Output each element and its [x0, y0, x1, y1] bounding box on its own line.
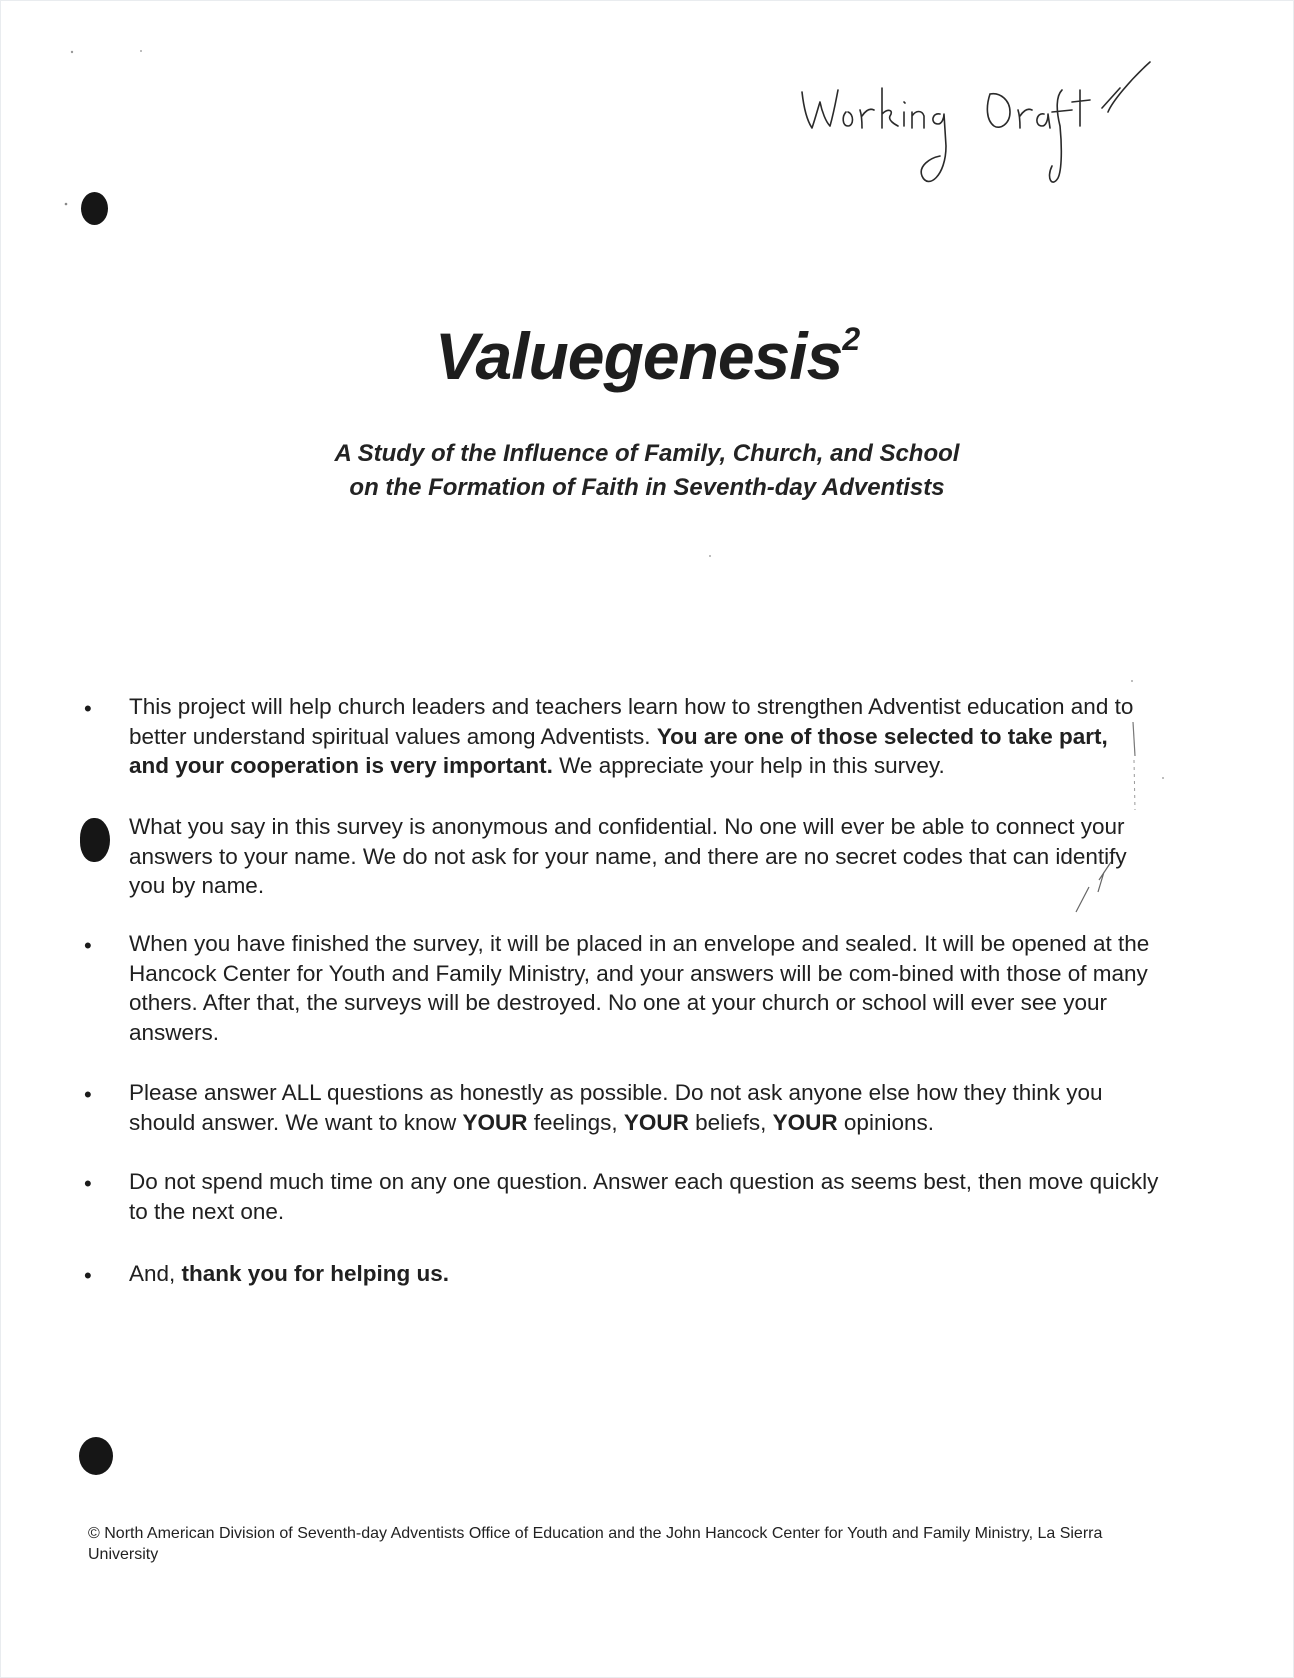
bullet-symbol: • — [84, 933, 92, 958]
handwritten-annotation — [790, 50, 1190, 210]
bullet-symbol: • — [84, 696, 92, 721]
hole-punch-bottom — [79, 1437, 113, 1475]
text-segment: We appreciate your help in this survey. — [552, 753, 945, 778]
bold-segment: YOUR — [462, 1109, 528, 1135]
copyright-footer: © North American Division of Seventh-day Adventists Office of Education and the John Hancock Center for Youth and Family Ministry, La Sierra University — [88, 1525, 1103, 1563]
text-segment: opinions. — [837, 1109, 934, 1135]
bold-segment: You are one of those selected to take part, and your cooperation is very important. — [129, 723, 1108, 778]
bullet-symbol: • — [84, 1171, 92, 1196]
text-segment: This project will help church leaders and teachers learn how to strengthen Adventist education and to better understand spiritual values among Adventists. — [129, 694, 1134, 749]
handwriting-drawing — [790, 50, 1190, 210]
title-text: Valuegenesis — [434, 319, 843, 393]
text-segment: Please answer ALL questions as honestly as possible. Do not ask anyone else how they think you should answer. We want to know — [129, 1080, 1103, 1135]
list-item-text — [129, 812, 1154, 901]
bullet-symbol: • — [84, 1082, 92, 1107]
subtitle-line-1: A Study of the Influence of Family, Church, and School — [334, 440, 960, 467]
bold-segment: YOUR — [772, 1109, 838, 1135]
subtitle-line-2: on the Formation of Faith in Seventh-day Adventists — [349, 474, 945, 501]
list-item-text — [129, 929, 1159, 1047]
text-segment: What you say in this survey is anonymous and confidential. No one will ever be able to connect your answers to your name. We do not ask for your name, and there are no secret codes that can identify you by name. — [129, 814, 1127, 898]
list-item-text — [129, 1259, 1174, 1289]
bold-segment: thank you for helping us. — [181, 1261, 450, 1286]
title-superscript: 2 — [842, 321, 860, 357]
list-item-text — [129, 1078, 1159, 1137]
bold-segment: YOUR — [623, 1109, 689, 1135]
bullet-symbol: • — [84, 1263, 92, 1288]
list-item-text — [129, 692, 1149, 781]
text-segment: Do not spend much time on any one question. Answer each question as seems best, then move quickly to the next one. — [129, 1169, 1159, 1224]
text-segment: When you have finished the survey, it will be placed in an envelope and sealed. It will be opened at the Hancock Center for Youth and Family Ministry, and your answers will be com-bined with those of many others. After that, the surveys will be destroyed. No one at your church or school will ever see your answers. — [129, 931, 1150, 1045]
hole-punch-top — [81, 192, 108, 225]
document-title — [0, 318, 1294, 394]
text-segment: And, — [129, 1261, 182, 1286]
list-item-text — [129, 1167, 1174, 1226]
document-subtitle — [0, 437, 1294, 505]
hole-punch-middle — [80, 818, 110, 862]
text-segment: beliefs, — [688, 1109, 773, 1135]
text-segment: feelings, — [527, 1109, 624, 1135]
